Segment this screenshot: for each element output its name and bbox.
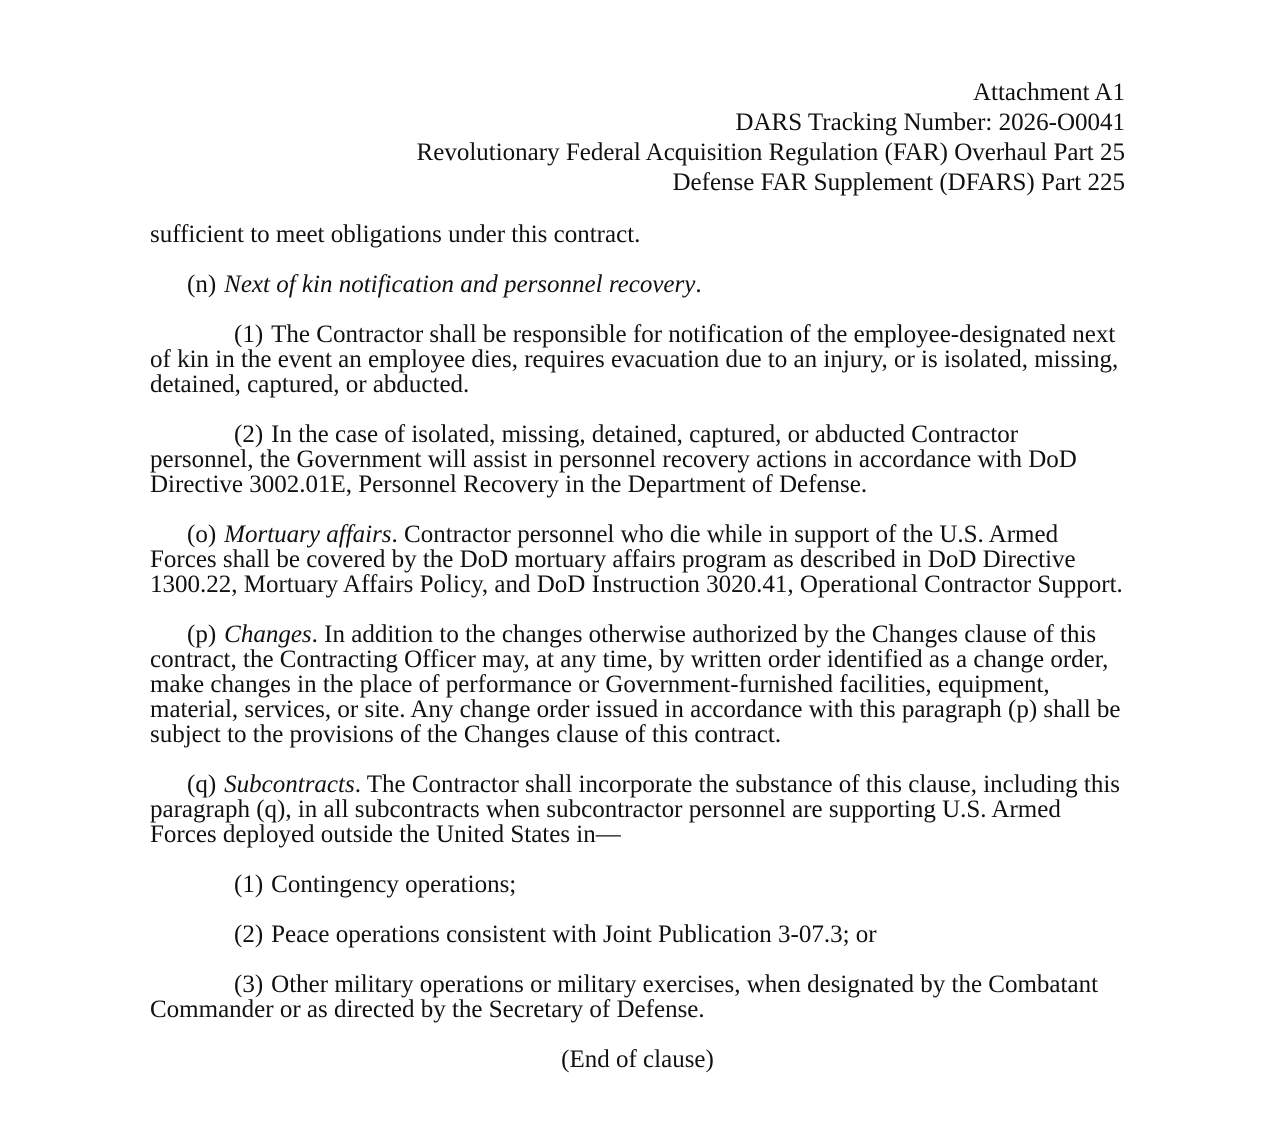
paragraph-text: . The Contractor shall incorporate the substance of this clause, including this paragraph (q), in all subcontracts when subcontractor personnel are supporting U.S. Armed Forces deployed outside the United States in— bbox=[150, 771, 1121, 848]
paragraph-heading: Next of kin notification and personnel recovery bbox=[224, 271, 696, 298]
paragraph-n-2 bbox=[150, 422, 1125, 497]
paragraph-heading: Changes bbox=[224, 621, 312, 648]
paragraph-q-3 bbox=[150, 972, 1125, 1022]
document-header bbox=[417, 78, 1125, 198]
paragraph-label: (n) bbox=[187, 271, 217, 298]
dfars-part-title: Defense FAR Supplement (DFARS) Part 225 bbox=[672, 169, 1125, 196]
far-part-title: Revolutionary Federal Acquisition Regulation (FAR) Overhaul Part 25 bbox=[416, 139, 1125, 166]
item-label: (1) bbox=[234, 321, 264, 348]
heading-period: . bbox=[695, 271, 702, 298]
item-text: Contingency operations; bbox=[271, 871, 517, 898]
paragraph-n-1 bbox=[150, 322, 1125, 397]
paragraph-text: . In addition to the changes otherwise authorized by the Changes clause of this contract, the Contracting Officer may, at any time, by written order identified as a change order, make changes in the place of performance or Government-furnished facilities, equipment, material, services, or site. Any change order issued in accordance with this paragraph (p) shall be subject to the provisions of the Changes clause of this contract. bbox=[150, 621, 1121, 748]
item-text: Other military operations or military exercises, when designated by the Combatant Commander or as directed by the Secretary of Defense. bbox=[150, 971, 1099, 1023]
item-text: The Contractor shall be responsible for notification of the employee-designated next of kin in the event an employee dies, requires evacuation due to an injury, or is isolated, missing, detained, captured, or abducted. bbox=[150, 321, 1119, 398]
paragraph-q-2 bbox=[150, 922, 1125, 947]
continuation-text: sufficient to meet obligations under this contract. bbox=[150, 221, 641, 248]
item-label: (2) bbox=[234, 921, 264, 948]
paragraph-label: (p) bbox=[187, 621, 217, 648]
end-of-clause: (End of clause) bbox=[561, 1046, 714, 1073]
paragraph-n-heading bbox=[150, 272, 1125, 297]
paragraph-q bbox=[150, 772, 1125, 847]
item-text: Peace operations consistent with Joint Publication 3-07.3; or bbox=[271, 921, 877, 948]
paragraph-heading: Subcontracts bbox=[224, 771, 355, 798]
attachment-label: Attachment A1 bbox=[972, 79, 1125, 106]
paragraph-label: (q) bbox=[187, 771, 217, 798]
paragraph-text: . Contractor personnel who die while in support of the U.S. Armed Forces shall be covered by the DoD mortuary affairs program as described in DoD Directive 1300.22, Mortuary Affairs Policy, and DoD Instruction 3020.41, Operational Contractor Support. bbox=[150, 521, 1123, 598]
item-label: (3) bbox=[234, 971, 264, 998]
item-text: In the case of isolated, missing, detained, captured, or abducted Contractor personnel, the Government will assist in personnel recovery actions in accordance with DoD Directive 3002.01E, Personnel Recovery in the Department of Defense. bbox=[150, 421, 1077, 498]
paragraph-q-1 bbox=[150, 872, 1125, 897]
tracking-number: DARS Tracking Number: 2026-O0041 bbox=[735, 109, 1125, 136]
paragraph-heading: Mortuary affairs bbox=[224, 521, 392, 548]
paragraph-label: (o) bbox=[187, 521, 217, 548]
item-label: (1) bbox=[234, 871, 264, 898]
document-body bbox=[150, 222, 1125, 1072]
paragraph-p bbox=[150, 622, 1125, 747]
item-label: (2) bbox=[234, 421, 264, 448]
paragraph-o bbox=[150, 522, 1125, 597]
